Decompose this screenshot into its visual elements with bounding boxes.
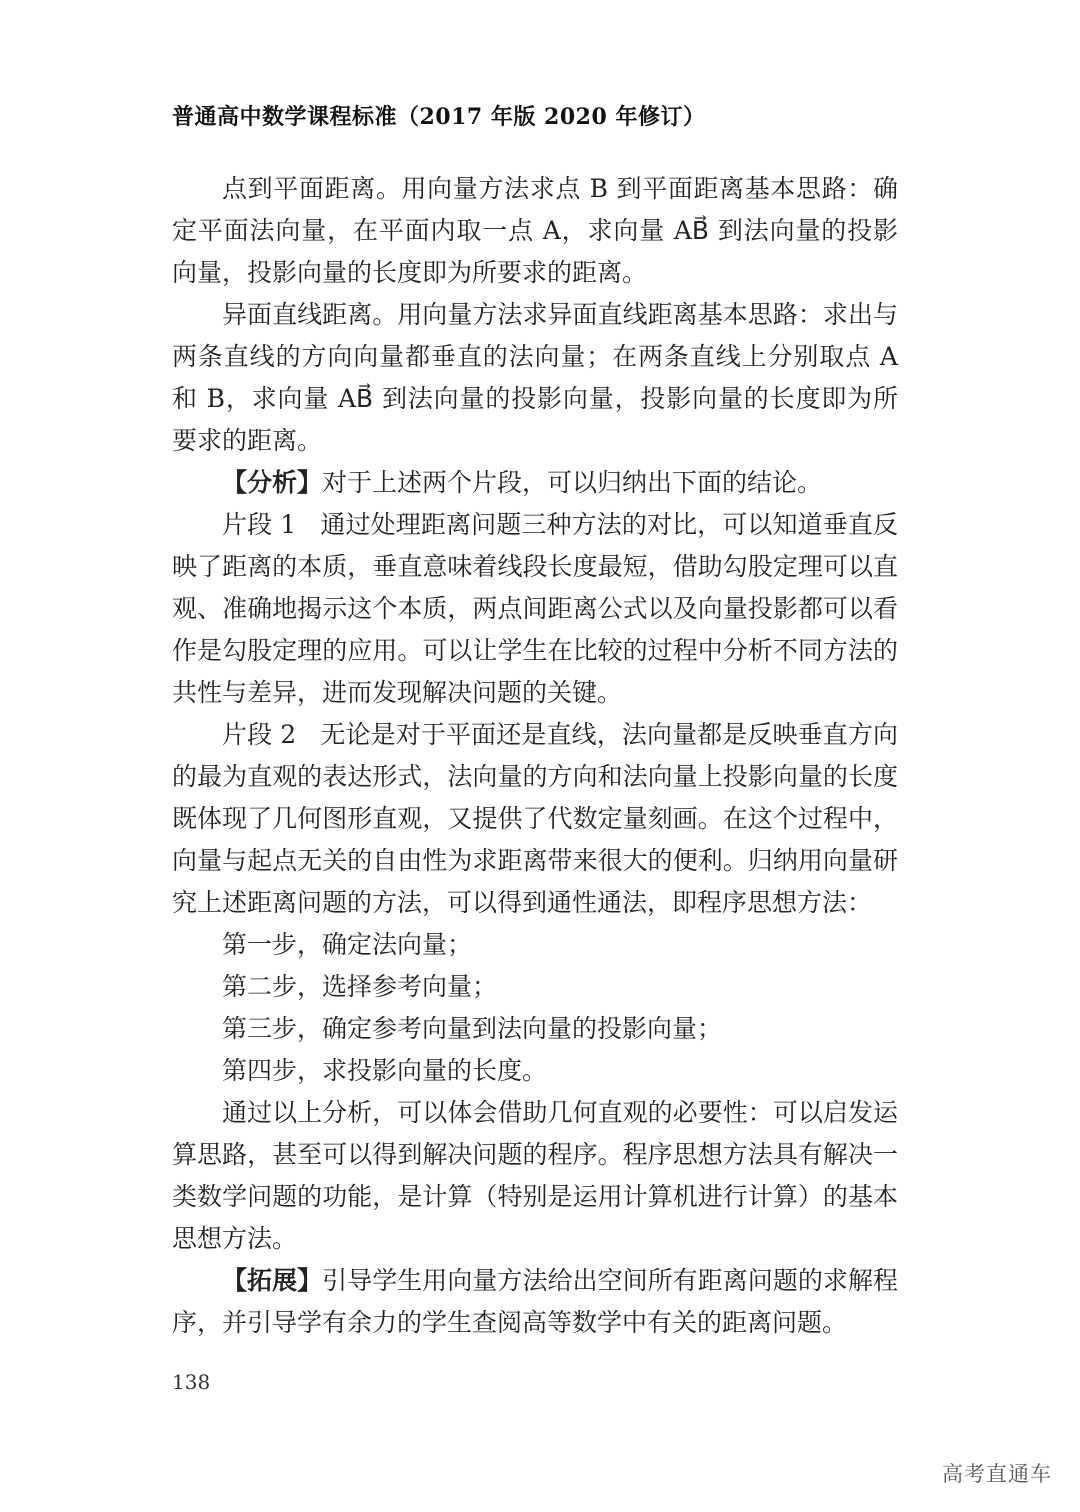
segment-2-label: 片段 2 xyxy=(222,720,297,749)
analysis-paragraph xyxy=(172,462,898,504)
segment-2-text: 无论是对于平面还是直线，法向量都是反映垂直方向的最为直观的表达形式，法向量的方向和法向量上投影向量的长度既体现了几何图形直观，又提供了代数定量刻画。在这个过程中，向量与起点无关的自由性为求距离带来很大的便利。归纳用向量研究上述距离问题的方法，可以得到通性通法，即程序思想方法： xyxy=(172,720,899,917)
analysis-tag: 【分析】 xyxy=(222,468,323,497)
extension-paragraph xyxy=(172,1260,898,1344)
watermark: 高考直通车 xyxy=(942,1462,1052,1486)
paragraph-point-to-plane: 点到平面距离。用向量方法求点 B 到平面距离基本思路：确定平面法向量，在平面内取一点 A，求向量 AB⃗ 到法向量的投影向量，投影向量的长度即为所要求的距离。 xyxy=(172,174,898,287)
page-number: 138 xyxy=(172,1370,211,1394)
conclusion-paragraph: 通过以上分析，可以体会借助几何直观的必要性：可以启发运算思路，甚至可以得到解决问题的程序。程序思想方法具有解决一类数学问题的功能，是计算（特别是运用计算机进行计算）的基本思想方法。 xyxy=(172,1098,898,1253)
segment-1-text: 通过处理距离问题三种方法的对比，可以知道垂直反映了距离的本质，垂直意味着线段长度最短，借助勾股定理可以直观、准确地揭示这个本质，两点间距离公式以及向量投影都可以看作是勾股定理的应用。可以让学生在比较的过程中分析不同方法的共性与差异，进而发现解决问题的关键。 xyxy=(172,510,899,707)
paragraph-skew-lines: 异面直线距离。用向量方法求异面直线距离基本思路：求出与两条直线的方向向量都垂直的法向量；在两条直线上分别取点 A 和 B，求向量 AB⃗ 到法向量的投影向量，投影向量的长度即为所要求的距离。 xyxy=(172,300,898,455)
document-body xyxy=(172,168,898,1344)
analysis-text: 对于上述两个片段，可以归纳出下面的结论。 xyxy=(322,468,823,497)
extension-tag: 【拓展】 xyxy=(222,1266,323,1295)
step-3: 第三步，确定参考向量到法向量的投影向量； xyxy=(222,1014,723,1043)
step-1: 第一步，确定法向量； xyxy=(222,930,473,959)
step-2: 第二步，选择参考向量； xyxy=(222,972,498,1001)
step-4: 第四步，求投影向量的长度。 xyxy=(222,1056,548,1085)
extension-text: 引导学生用向量方法给出空间所有距离问题的求解程序，并引导学有余力的学生查阅高等数学中有关的距离问题。 xyxy=(172,1266,898,1337)
segment-1-label: 片段 1 xyxy=(222,510,297,539)
segment-1-paragraph xyxy=(172,504,898,714)
page-header-title: 普通高中数学课程标准（2017 年版 2020 年修订） xyxy=(172,104,706,130)
segment-2-paragraph xyxy=(172,714,898,924)
